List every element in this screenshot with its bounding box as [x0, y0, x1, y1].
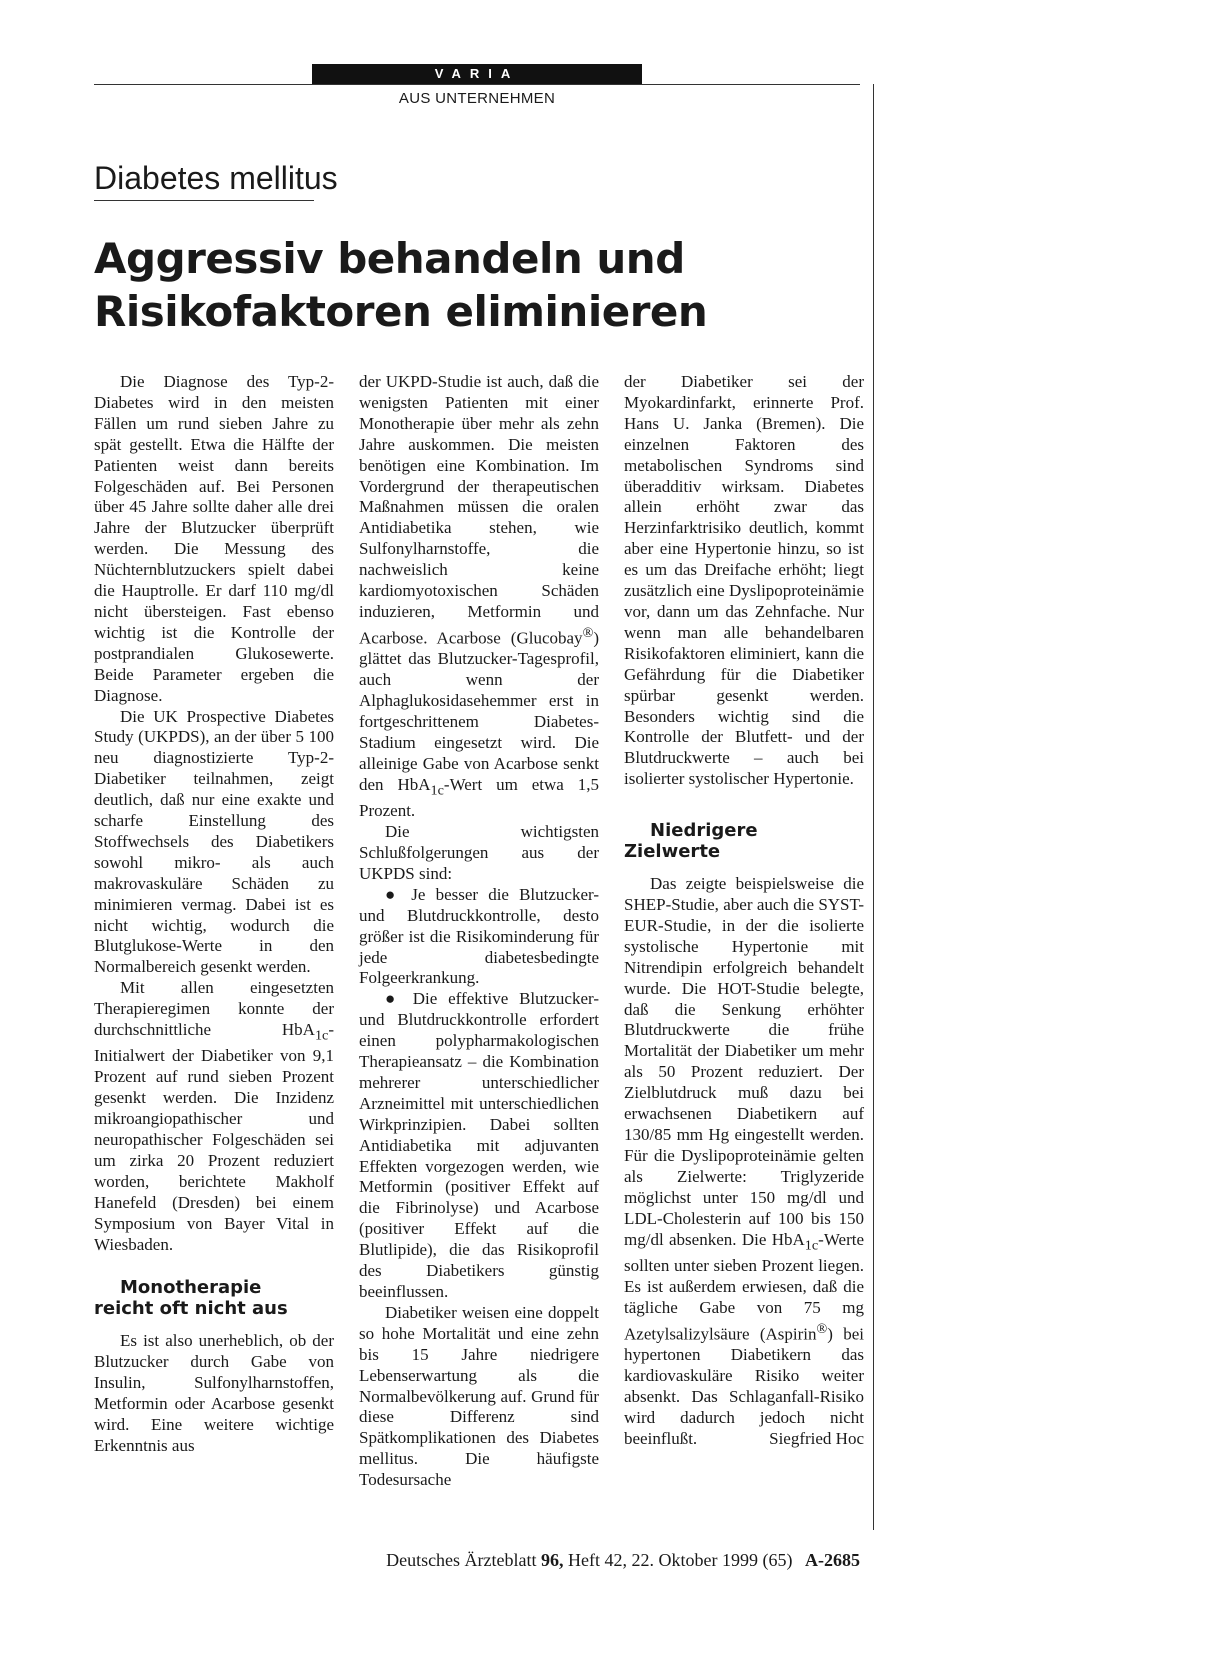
paragraph: Diabetiker weisen eine doppelt so hohe Mortalität und eine zehn bis 15 Jahre niedrigere Lebenserwartung als die Normalbevölkerung auf. Grund für diese Differenz sind Spätkomplikationen des Diabetes mellitus. Die häufigste Todesursache: [359, 1302, 599, 1490]
bullet-icon: ●: [385, 884, 402, 904]
paragraph: der UKPD-Studie ist auch, daß die wenigsten Patienten mit einer Monotherapie über mehr als zehn Jahre auskommen. Die meisten benötigen eine Kombination. Im Vordergrund der therapeutischen Maßnahmen müssen die oralen Antidiabetika stehen, wie Sulfonylharnstoffe, die nachweislich keine kardiomyotoxischen Schäden induzieren, Metformin und Acarbose. Acarbose (Glucobay®) glättet das Blutzucker-Tagesprofil, auch wenn der Alphaglukosidasehemmer erst in fortgeschrittenem Diabetes-Stadium eingesetzt wird. Die alleinige Gabe von Acarbose senkt den HbA$_{1c}$-Wert um etwa 1,5 Prozent.: [359, 372, 599, 821]
column-1: [94, 372, 334, 1457]
title-line-2: Risikofaktoren eliminieren: [94, 287, 708, 336]
paragraph: Die Diagnose des Typ-2-Diabetes wird in den meisten Fällen um rund sieben Jahre zu spät gestellt. Etwa die Hälfte der Patienten weist dann bereits Folgeschäden auf. Bei Personen über 45 Jahre sollte daher alle drei Jahre der Blutzucker überprüft werden. Die Messung des Nüchternblutzuckers spielt dabei die Hauptrolle. Er darf 110 mg/dl nicht übersteigen. Fast ebenso wichtig ist die Kontrolle der postprandialen Glukosewerte. Beide Parameter ergeben die Diagnose.: [94, 372, 334, 705]
subheading: Monotherapie reicht oft nicht aus: [94, 1277, 288, 1320]
issue-info: Heft 42, 22. Oktober 1999 (65): [568, 1550, 793, 1570]
right-rule: [873, 84, 874, 1530]
paragraph: Die wichtigsten Schlußfolgerungen aus der UKPDS sind:: [359, 822, 599, 883]
paragraph: Mit allen eingesetzten Therapieregimen konnte der durchschnittliche HbA$_{1c}$-Initialwert der Diabetiker von 9,1 Prozent auf rund sieben Prozent gesenkt werden. Die Inzidenz mikroangiopathischer und neuropathischer Folgeschäden sei um zirka 20 Prozent reduziert worden, berichtete Makholf Hanefeld (Dresden) bei einem Symposium von Bayer Vital in Wiesbaden.: [94, 978, 334, 1254]
page-number: A-2685: [805, 1550, 860, 1570]
journal-name: Deutsches Ärzteblatt: [386, 1550, 537, 1570]
column-3: [624, 372, 864, 1450]
bullet-item: ● Je besser die Blutzucker- und Blutdruckkontrolle, desto größer ist die Risikominderung für jede diabetesbedingte Folgeerkrankung.: [359, 884, 599, 988]
author-signature: Siegfried Hoc: [769, 1428, 864, 1448]
bullet-icon: ●: [385, 989, 402, 1009]
paragraph: Das zeigte beispielsweise die SHEP-Studie, aber auch die SYST-EUR-Studie, in der die isolierte systolische Hypertonie mit Nitrendipin erfolgreich behandelt wurde. Die HOT-Studie belegte, daß die Senkung erhöhter Blutdruckwerte die frühe Mortalität der Diabetiker um mehr als 50 Prozent reduziert. Der Zielblutdruck muß dazu bei erwachsenen Diabetikern auf 130/85 mm Hg eingestellt werden. Für die Dyslipoproteinämie gelten als Zielwerte: Triglyzeride möglichst unter 150 mg/dl und LDL-Cholesterin auf 100 bis 150 mg/dl absenken. Die HbA$_{1c}$-Werte sollten unter sieben Prozent liegen. Es ist außerdem erwiesen, daß die tägliche Gabe von 75 mg Azetylsalizylsäure (Aspirin®) bei hypertonen Diabetikern das kardiovaskuläre Risiko weiter absenkt. Das Schlaganfall-Risiko wird dadurch jedoch nicht beeinflußt. Siegfried Hoc: [624, 874, 864, 1448]
paragraph: Die UK Prospective Diabetes Study (UKPDS), an der über 5 100 neu diagnostizierte Typ-2-Diabetiker teilnahmen, zeigt deutlich, daß nur eine exakte und scharfe Einstellung des Stoffwechsels des Diabetikers sowohl mikro- als auch makrovaskuläre Schäden zu minimieren vermag. Dabei ist es nicht wichtig, wodurch die Blutglukose-Werte in den Normalbereich gesenkt werden.: [94, 706, 334, 977]
section-label: VARIA: [312, 64, 642, 84]
subheading: Niedrigere Zielwerte: [624, 820, 758, 863]
column-2: [359, 372, 599, 1491]
paragraph: Es ist also unerheblich, ob der Blutzucker durch Gabe von Insulin, Sulfonylharnstoffen, Metformin oder Acarbose gesenkt wird. Eine weitere wichtige Erkenntnis aus: [94, 1331, 334, 1455]
topic-label: Diabetes mellitus: [94, 158, 314, 201]
volume-number: 96,: [541, 1550, 564, 1570]
bullet-item: ● Die effektive Blutzucker- und Blutdruckkontrolle erfordert einen polypharmakologischen Therapieansatz – die Kombination mehrerer unterschiedlicher Arzneimittel mit unterschiedlichen Wirkprinzipien. Dabei sollten Antidiabetika mit adjuvanten Effekten vorgezogen werden, wie Metformin (positiver Effekt auf die Fibrinolyse) und Acarbose (positiver Effekt auf die Blutlipide), die das Risikoprofil des Diabetikers günstig beeinflussen.: [359, 989, 599, 1302]
page-footer: [94, 1550, 860, 1571]
paragraph: der Diabetiker sei der Myokardinfarkt, erinnerte Prof. Hans U. Janka (Bremen). Die einzelnen Faktoren des metabolischen Syndroms sind überadditiv wirksam. Diabetes allein erhöht zwar das Herzinfarktrisiko deutlich, kommt aber eine Hypertonie hinzu, so ist es um das Dreifache erhöht; liegt zusätzlich eine Dyslipoproteinämie vor, dann um das Zehnfache. Nur wenn man alle behandelbaren Risikofaktoren eliminiert, kann die Gefährdung für die Diabetiker spürbar gesenkt werden. Besonders wichtig sind die Kontrolle der Blutfett- und der Blutdruckwerte – auch bei isolierter systolischer Hypertonie.: [624, 372, 864, 789]
article-title: [94, 232, 854, 338]
title-line-1: Aggressiv behandeln und: [94, 234, 685, 283]
top-rule: [94, 84, 860, 85]
subsection-label: AUS UNTERNEHMEN: [398, 90, 556, 107]
